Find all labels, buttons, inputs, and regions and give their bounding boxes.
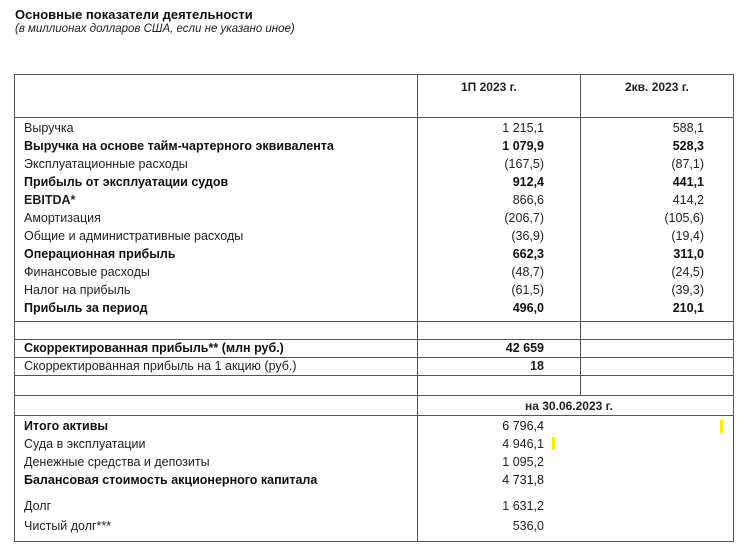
- row-label: Скорректированная прибыль на 1 акцию (руб.): [24, 359, 297, 373]
- value-h1: 1 215,1: [502, 121, 544, 135]
- value-date: 4 946,1: [502, 437, 544, 451]
- table-row: [15, 245, 733, 263]
- row-label: Выручка: [24, 121, 74, 135]
- value-q2: (105,6): [664, 211, 704, 225]
- report-title: Основные показатели деятельности: [15, 7, 253, 22]
- table-row: [15, 155, 733, 173]
- row-label: Чистый долг***: [24, 519, 112, 533]
- table-row: [15, 453, 733, 471]
- row-label: Прибыль за период: [24, 301, 148, 315]
- table-row: [15, 517, 733, 535]
- row-label: Денежные средства и депозиты: [24, 455, 210, 469]
- row-label: Общие и административные расходы: [24, 229, 244, 243]
- value-date: 6 796,4: [502, 419, 544, 433]
- row-divider: [15, 321, 733, 322]
- highlight-mark: [552, 437, 555, 450]
- table-row: [15, 339, 733, 357]
- value-h1: (36,9): [511, 229, 544, 243]
- row-divider: [15, 117, 733, 118]
- column-header-date: на 30.06.2023 г.: [525, 399, 613, 413]
- table-row: [15, 227, 733, 245]
- value-q2: (87,1): [671, 157, 704, 171]
- value-h1: (167,5): [504, 157, 544, 171]
- table-row: [15, 263, 733, 281]
- value-h1: (48,7): [511, 265, 544, 279]
- row-label: Амортизация: [24, 211, 101, 225]
- table-row: [15, 435, 733, 453]
- value-date: 1 631,2: [502, 499, 544, 513]
- row-label: Выручка на основе тайм-чартерного эквивалента: [24, 139, 334, 153]
- value-q2: 528,3: [672, 139, 704, 153]
- row-label: Скорректированная прибыль** (млн руб.): [24, 341, 284, 355]
- table-row: [15, 119, 733, 137]
- table-row: [15, 299, 733, 317]
- value-h1: 42 659: [505, 341, 544, 355]
- table-row: [15, 173, 733, 191]
- table-row: [15, 137, 733, 155]
- value-h1: (61,5): [511, 283, 544, 297]
- row-divider: [15, 395, 733, 396]
- value-q2: 210,1: [672, 301, 704, 315]
- value-q2: (39,3): [671, 283, 704, 297]
- row-label: Эксплуатационные расходы: [24, 157, 188, 171]
- value-h1: (206,7): [504, 211, 544, 225]
- value-h1: 18: [530, 359, 544, 373]
- table-row: [15, 209, 733, 227]
- table-row: [15, 191, 733, 209]
- row-label: Налог на прибыль: [24, 283, 131, 297]
- table-row: [15, 471, 733, 489]
- report-subtitle: (в миллионах долларов США, если не указано иное): [15, 23, 295, 35]
- metrics-table: [14, 74, 734, 542]
- value-h1: 866,6: [512, 193, 544, 207]
- row-label: Балансовая стоимость акционерного капитала: [24, 473, 318, 487]
- value-q2: 588,1: [672, 121, 704, 135]
- table-row: [15, 357, 733, 375]
- table-row: [15, 497, 733, 515]
- row-divider: [15, 375, 733, 376]
- column-header-h1-2023: 1П 2023 г.: [461, 80, 517, 94]
- row-label: Операционная прибыль: [24, 247, 176, 261]
- value-h1: 496,0: [512, 301, 544, 315]
- value-q2: 414,2: [672, 193, 704, 207]
- value-date: 4 731,8: [502, 473, 544, 487]
- row-label: Финансовые расходы: [24, 265, 150, 279]
- value-h1: 1 079,9: [502, 139, 544, 153]
- row-label: EBITDA*: [24, 193, 76, 207]
- column-header-q2-2023: 2кв. 2023 г.: [625, 80, 689, 94]
- value-date: 536,0: [512, 519, 544, 533]
- row-label: Итого активы: [24, 419, 109, 433]
- value-date: 1 095,2: [502, 455, 544, 469]
- value-q2: (24,5): [671, 265, 704, 279]
- value-q2: 441,1: [672, 175, 704, 189]
- row-label: Суда в эксплуатации: [24, 437, 146, 451]
- row-label: Прибыль от эксплуатации судов: [24, 175, 229, 189]
- table-row: [15, 417, 733, 435]
- highlight-mark: [720, 420, 723, 433]
- row-divider: [15, 415, 733, 416]
- row-label: Долг: [24, 499, 52, 513]
- table-row: [15, 281, 733, 299]
- value-q2: 311,0: [673, 247, 704, 261]
- value-h1: 912,4: [512, 175, 544, 189]
- value-h1: 662,3: [512, 247, 544, 261]
- value-q2: (19,4): [671, 229, 704, 243]
